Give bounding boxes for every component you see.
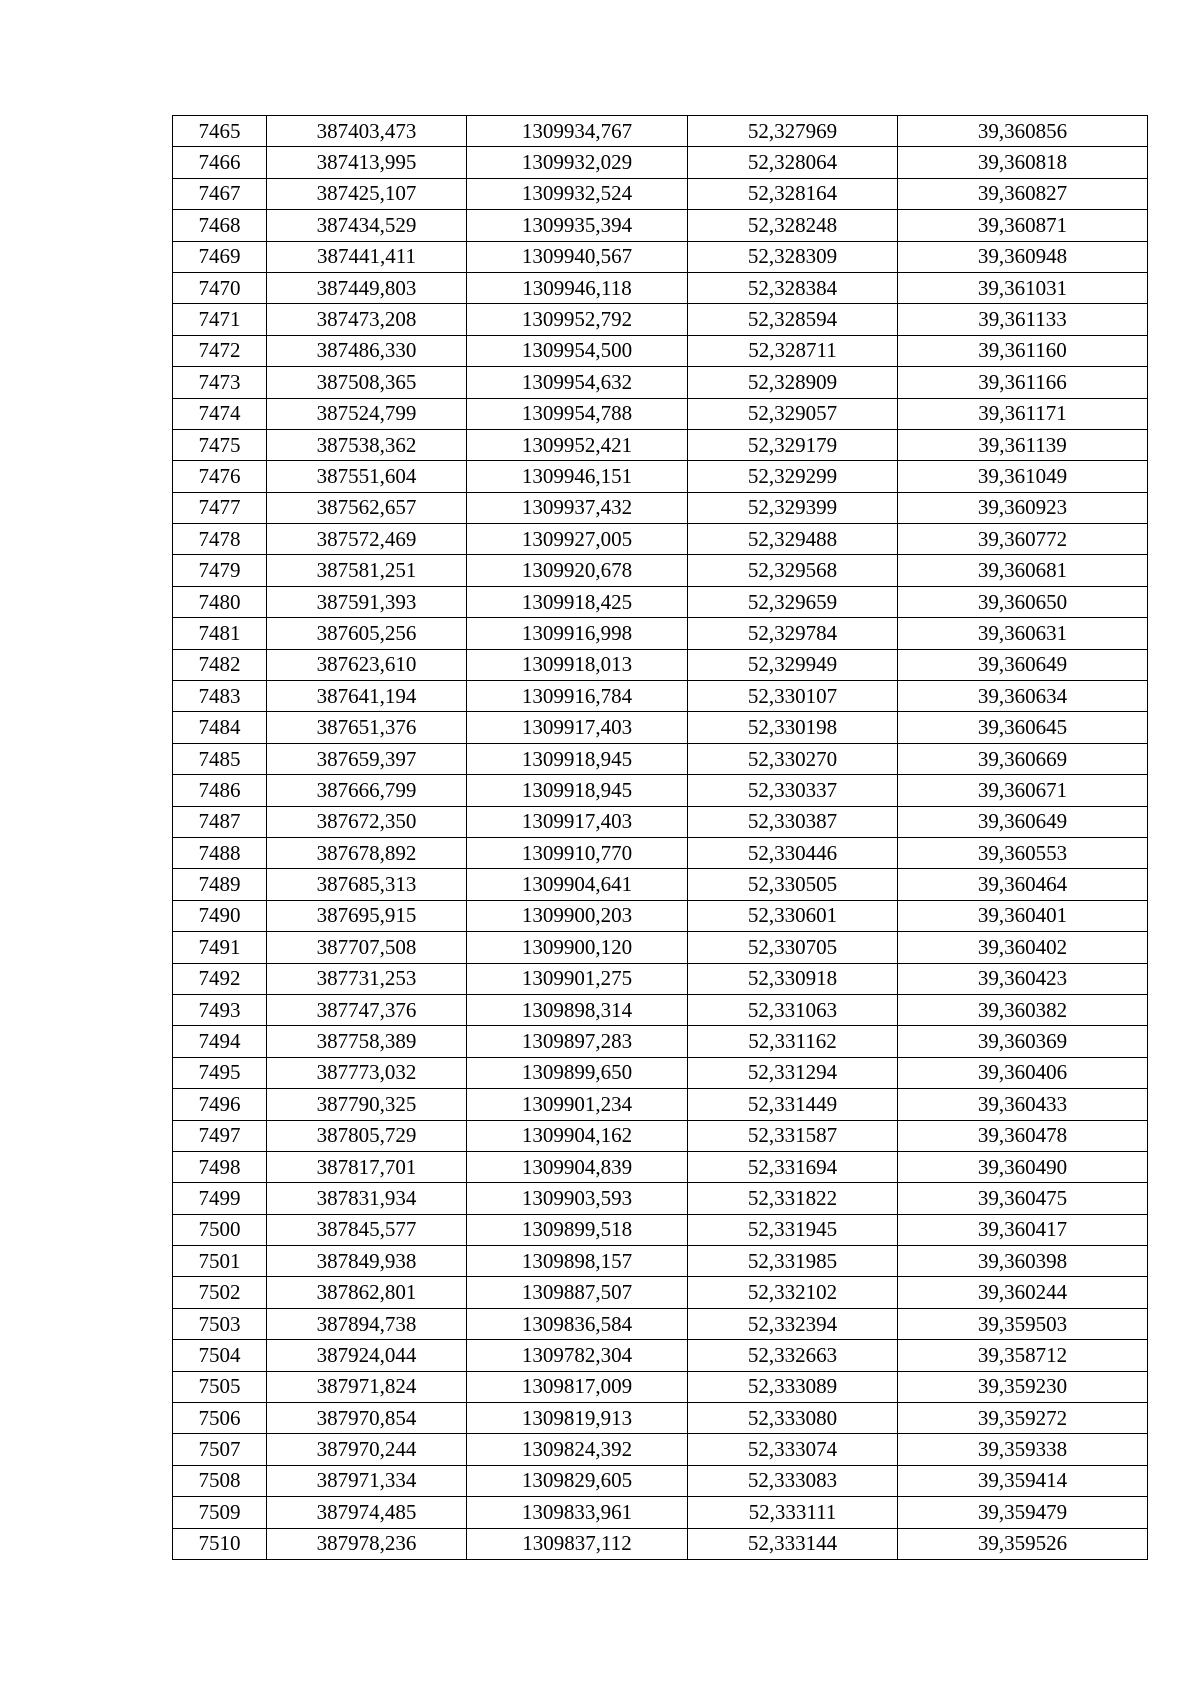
x-coordinate-cell: 387970,244 xyxy=(267,1434,467,1465)
table-row xyxy=(173,1308,1148,1339)
longitude-cell: 39,360645 xyxy=(898,712,1148,743)
x-coordinate-cell: 387572,469 xyxy=(267,524,467,555)
latitude-cell: 52,331694 xyxy=(688,1151,898,1182)
latitude-cell: 52,330387 xyxy=(688,806,898,837)
y-coordinate-cell: 1309903,593 xyxy=(467,1183,688,1214)
table-row xyxy=(173,963,1148,994)
latitude-cell: 52,333089 xyxy=(688,1371,898,1402)
latitude-cell: 52,329299 xyxy=(688,461,898,492)
point-number-cell: 7485 xyxy=(173,743,267,774)
table-row xyxy=(173,869,1148,900)
y-coordinate-cell: 1309901,234 xyxy=(467,1089,688,1120)
y-coordinate-cell: 1309934,767 xyxy=(467,116,688,147)
y-coordinate-cell: 1309824,392 xyxy=(467,1434,688,1465)
table-row xyxy=(173,837,1148,868)
y-coordinate-cell: 1309918,945 xyxy=(467,743,688,774)
x-coordinate-cell: 387473,208 xyxy=(267,304,467,335)
y-coordinate-cell: 1309899,518 xyxy=(467,1214,688,1245)
y-coordinate-cell: 1309918,425 xyxy=(467,586,688,617)
point-number-cell: 7500 xyxy=(173,1214,267,1245)
x-coordinate-cell: 387971,334 xyxy=(267,1465,467,1496)
x-coordinate-cell: 387845,577 xyxy=(267,1214,467,1245)
point-number-cell: 7503 xyxy=(173,1308,267,1339)
table-row xyxy=(173,681,1148,712)
longitude-cell: 39,359272 xyxy=(898,1403,1148,1434)
longitude-cell: 39,360433 xyxy=(898,1089,1148,1120)
point-number-cell: 7479 xyxy=(173,555,267,586)
y-coordinate-cell: 1309900,203 xyxy=(467,900,688,931)
latitude-cell: 52,333144 xyxy=(688,1528,898,1559)
latitude-cell: 52,331162 xyxy=(688,1026,898,1057)
point-number-cell: 7469 xyxy=(173,241,267,272)
longitude-cell: 39,360490 xyxy=(898,1151,1148,1182)
longitude-cell: 39,361166 xyxy=(898,367,1148,398)
longitude-cell: 39,360402 xyxy=(898,932,1148,963)
x-coordinate-cell: 387678,892 xyxy=(267,837,467,868)
y-coordinate-cell: 1309836,584 xyxy=(467,1308,688,1339)
y-coordinate-cell: 1309900,120 xyxy=(467,932,688,963)
x-coordinate-cell: 387672,350 xyxy=(267,806,467,837)
longitude-cell: 39,361049 xyxy=(898,461,1148,492)
longitude-cell: 39,360423 xyxy=(898,963,1148,994)
table-row xyxy=(173,1340,1148,1371)
y-coordinate-cell: 1309837,112 xyxy=(467,1528,688,1559)
y-coordinate-cell: 1309917,403 xyxy=(467,806,688,837)
x-coordinate-cell: 387773,032 xyxy=(267,1057,467,1088)
y-coordinate-cell: 1309946,118 xyxy=(467,272,688,303)
table-row xyxy=(173,743,1148,774)
point-number-cell: 7490 xyxy=(173,900,267,931)
table-row xyxy=(173,1057,1148,1088)
x-coordinate-cell: 387695,915 xyxy=(267,900,467,931)
x-coordinate-cell: 387441,411 xyxy=(267,241,467,272)
latitude-cell: 52,330107 xyxy=(688,681,898,712)
point-number-cell: 7477 xyxy=(173,492,267,523)
table-row xyxy=(173,1151,1148,1182)
y-coordinate-cell: 1309829,605 xyxy=(467,1465,688,1496)
x-coordinate-cell: 387508,365 xyxy=(267,367,467,398)
latitude-cell: 52,329568 xyxy=(688,555,898,586)
longitude-cell: 39,360772 xyxy=(898,524,1148,555)
table-row xyxy=(173,398,1148,429)
table-row xyxy=(173,586,1148,617)
point-number-cell: 7470 xyxy=(173,272,267,303)
x-coordinate-cell: 387894,738 xyxy=(267,1308,467,1339)
longitude-cell: 39,359338 xyxy=(898,1434,1148,1465)
x-coordinate-cell: 387425,107 xyxy=(267,178,467,209)
y-coordinate-cell: 1309898,157 xyxy=(467,1246,688,1277)
table-row xyxy=(173,712,1148,743)
longitude-cell: 39,360671 xyxy=(898,775,1148,806)
latitude-cell: 52,331294 xyxy=(688,1057,898,1088)
coordinates-table-body xyxy=(173,116,1148,1560)
y-coordinate-cell: 1309904,839 xyxy=(467,1151,688,1182)
latitude-cell: 52,331587 xyxy=(688,1120,898,1151)
y-coordinate-cell: 1309817,009 xyxy=(467,1371,688,1402)
table-row xyxy=(173,806,1148,837)
table-row xyxy=(173,1497,1148,1528)
latitude-cell: 52,333080 xyxy=(688,1403,898,1434)
x-coordinate-cell: 387581,251 xyxy=(267,555,467,586)
latitude-cell: 52,330198 xyxy=(688,712,898,743)
longitude-cell: 39,360923 xyxy=(898,492,1148,523)
latitude-cell: 52,328064 xyxy=(688,147,898,178)
table-row xyxy=(173,1528,1148,1559)
x-coordinate-cell: 387790,325 xyxy=(267,1089,467,1120)
latitude-cell: 52,330505 xyxy=(688,869,898,900)
point-number-cell: 7499 xyxy=(173,1183,267,1214)
longitude-cell: 39,360650 xyxy=(898,586,1148,617)
point-number-cell: 7504 xyxy=(173,1340,267,1371)
point-number-cell: 7487 xyxy=(173,806,267,837)
x-coordinate-cell: 387562,657 xyxy=(267,492,467,523)
latitude-cell: 52,330601 xyxy=(688,900,898,931)
latitude-cell: 52,328309 xyxy=(688,241,898,272)
x-coordinate-cell: 387449,803 xyxy=(267,272,467,303)
longitude-cell: 39,360818 xyxy=(898,147,1148,178)
point-number-cell: 7481 xyxy=(173,618,267,649)
y-coordinate-cell: 1309833,961 xyxy=(467,1497,688,1528)
table-row xyxy=(173,1403,1148,1434)
point-number-cell: 7497 xyxy=(173,1120,267,1151)
longitude-cell: 39,360478 xyxy=(898,1120,1148,1151)
latitude-cell: 52,332663 xyxy=(688,1340,898,1371)
latitude-cell: 52,330446 xyxy=(688,837,898,868)
table-row xyxy=(173,649,1148,680)
table-row xyxy=(173,272,1148,303)
longitude-cell: 39,360649 xyxy=(898,649,1148,680)
latitude-cell: 52,332394 xyxy=(688,1308,898,1339)
x-coordinate-cell: 387486,330 xyxy=(267,335,467,366)
y-coordinate-cell: 1309916,784 xyxy=(467,681,688,712)
longitude-cell: 39,361031 xyxy=(898,272,1148,303)
point-number-cell: 7493 xyxy=(173,994,267,1025)
longitude-cell: 39,360553 xyxy=(898,837,1148,868)
table-row xyxy=(173,1246,1148,1277)
y-coordinate-cell: 1309897,283 xyxy=(467,1026,688,1057)
y-coordinate-cell: 1309954,500 xyxy=(467,335,688,366)
point-number-cell: 7510 xyxy=(173,1528,267,1559)
y-coordinate-cell: 1309927,005 xyxy=(467,524,688,555)
point-number-cell: 7472 xyxy=(173,335,267,366)
table-row xyxy=(173,461,1148,492)
point-number-cell: 7465 xyxy=(173,116,267,147)
y-coordinate-cell: 1309819,913 xyxy=(467,1403,688,1434)
point-number-cell: 7492 xyxy=(173,963,267,994)
y-coordinate-cell: 1309918,013 xyxy=(467,649,688,680)
longitude-cell: 39,359230 xyxy=(898,1371,1148,1402)
point-number-cell: 7491 xyxy=(173,932,267,963)
longitude-cell: 39,360398 xyxy=(898,1246,1148,1277)
x-coordinate-cell: 387605,256 xyxy=(267,618,467,649)
y-coordinate-cell: 1309932,029 xyxy=(467,147,688,178)
x-coordinate-cell: 387747,376 xyxy=(267,994,467,1025)
x-coordinate-cell: 387551,604 xyxy=(267,461,467,492)
latitude-cell: 52,329784 xyxy=(688,618,898,649)
latitude-cell: 52,328384 xyxy=(688,272,898,303)
x-coordinate-cell: 387659,397 xyxy=(267,743,467,774)
longitude-cell: 39,361160 xyxy=(898,335,1148,366)
point-number-cell: 7484 xyxy=(173,712,267,743)
point-number-cell: 7482 xyxy=(173,649,267,680)
table-row xyxy=(173,492,1148,523)
latitude-cell: 52,331985 xyxy=(688,1246,898,1277)
table-row xyxy=(173,524,1148,555)
longitude-cell: 39,360464 xyxy=(898,869,1148,900)
table-row xyxy=(173,429,1148,460)
latitude-cell: 52,331063 xyxy=(688,994,898,1025)
x-coordinate-cell: 387970,854 xyxy=(267,1403,467,1434)
y-coordinate-cell: 1309940,567 xyxy=(467,241,688,272)
x-coordinate-cell: 387758,389 xyxy=(267,1026,467,1057)
y-coordinate-cell: 1309918,945 xyxy=(467,775,688,806)
longitude-cell: 39,360417 xyxy=(898,1214,1148,1245)
point-number-cell: 7473 xyxy=(173,367,267,398)
x-coordinate-cell: 387831,934 xyxy=(267,1183,467,1214)
point-number-cell: 7498 xyxy=(173,1151,267,1182)
point-number-cell: 7471 xyxy=(173,304,267,335)
table-row xyxy=(173,1371,1148,1402)
longitude-cell: 39,360244 xyxy=(898,1277,1148,1308)
x-coordinate-cell: 387862,801 xyxy=(267,1277,467,1308)
longitude-cell: 39,360948 xyxy=(898,241,1148,272)
longitude-cell: 39,359526 xyxy=(898,1528,1148,1559)
latitude-cell: 52,330918 xyxy=(688,963,898,994)
longitude-cell: 39,360856 xyxy=(898,116,1148,147)
x-coordinate-cell: 387849,938 xyxy=(267,1246,467,1277)
x-coordinate-cell: 387971,824 xyxy=(267,1371,467,1402)
y-coordinate-cell: 1309932,524 xyxy=(467,178,688,209)
x-coordinate-cell: 387666,799 xyxy=(267,775,467,806)
latitude-cell: 52,328248 xyxy=(688,210,898,241)
latitude-cell: 52,331822 xyxy=(688,1183,898,1214)
y-coordinate-cell: 1309952,421 xyxy=(467,429,688,460)
y-coordinate-cell: 1309898,314 xyxy=(467,994,688,1025)
point-number-cell: 7495 xyxy=(173,1057,267,1088)
x-coordinate-cell: 387403,473 xyxy=(267,116,467,147)
point-number-cell: 7502 xyxy=(173,1277,267,1308)
latitude-cell: 52,328164 xyxy=(688,178,898,209)
table-row xyxy=(173,335,1148,366)
point-number-cell: 7509 xyxy=(173,1497,267,1528)
longitude-cell: 39,360475 xyxy=(898,1183,1148,1214)
point-number-cell: 7488 xyxy=(173,837,267,868)
longitude-cell: 39,360631 xyxy=(898,618,1148,649)
table-row xyxy=(173,210,1148,241)
latitude-cell: 52,327969 xyxy=(688,116,898,147)
point-number-cell: 7466 xyxy=(173,147,267,178)
x-coordinate-cell: 387591,393 xyxy=(267,586,467,617)
table-row xyxy=(173,1465,1148,1496)
point-number-cell: 7489 xyxy=(173,869,267,900)
x-coordinate-cell: 387623,610 xyxy=(267,649,467,680)
longitude-cell: 39,360406 xyxy=(898,1057,1148,1088)
table-row xyxy=(173,304,1148,335)
latitude-cell: 52,330270 xyxy=(688,743,898,774)
x-coordinate-cell: 387538,362 xyxy=(267,429,467,460)
longitude-cell: 39,359503 xyxy=(898,1308,1148,1339)
x-coordinate-cell: 387651,376 xyxy=(267,712,467,743)
point-number-cell: 7506 xyxy=(173,1403,267,1434)
latitude-cell: 52,333083 xyxy=(688,1465,898,1496)
x-coordinate-cell: 387413,995 xyxy=(267,147,467,178)
table-row xyxy=(173,618,1148,649)
x-coordinate-cell: 387731,253 xyxy=(267,963,467,994)
x-coordinate-cell: 387805,729 xyxy=(267,1120,467,1151)
point-number-cell: 7494 xyxy=(173,1026,267,1057)
y-coordinate-cell: 1309952,792 xyxy=(467,304,688,335)
longitude-cell: 39,359414 xyxy=(898,1465,1148,1496)
longitude-cell: 39,358712 xyxy=(898,1340,1148,1371)
point-number-cell: 7501 xyxy=(173,1246,267,1277)
y-coordinate-cell: 1309904,162 xyxy=(467,1120,688,1151)
table-row xyxy=(173,367,1148,398)
y-coordinate-cell: 1309917,403 xyxy=(467,712,688,743)
point-number-cell: 7478 xyxy=(173,524,267,555)
y-coordinate-cell: 1309887,507 xyxy=(467,1277,688,1308)
table-row xyxy=(173,1120,1148,1151)
y-coordinate-cell: 1309782,304 xyxy=(467,1340,688,1371)
longitude-cell: 39,361171 xyxy=(898,398,1148,429)
table-row xyxy=(173,1183,1148,1214)
point-number-cell: 7474 xyxy=(173,398,267,429)
point-number-cell: 7475 xyxy=(173,429,267,460)
table-row xyxy=(173,178,1148,209)
longitude-cell: 39,359479 xyxy=(898,1497,1148,1528)
point-number-cell: 7496 xyxy=(173,1089,267,1120)
latitude-cell: 52,331945 xyxy=(688,1214,898,1245)
y-coordinate-cell: 1309935,394 xyxy=(467,210,688,241)
y-coordinate-cell: 1309904,641 xyxy=(467,869,688,900)
point-number-cell: 7508 xyxy=(173,1465,267,1496)
y-coordinate-cell: 1309901,275 xyxy=(467,963,688,994)
longitude-cell: 39,360649 xyxy=(898,806,1148,837)
point-number-cell: 7505 xyxy=(173,1371,267,1402)
longitude-cell: 39,360382 xyxy=(898,994,1148,1025)
latitude-cell: 52,333111 xyxy=(688,1497,898,1528)
longitude-cell: 39,361139 xyxy=(898,429,1148,460)
x-coordinate-cell: 387817,701 xyxy=(267,1151,467,1182)
latitude-cell: 52,332102 xyxy=(688,1277,898,1308)
longitude-cell: 39,360401 xyxy=(898,900,1148,931)
table-row xyxy=(173,1214,1148,1245)
latitude-cell: 52,330337 xyxy=(688,775,898,806)
table-row xyxy=(173,241,1148,272)
x-coordinate-cell: 387434,529 xyxy=(267,210,467,241)
table-row xyxy=(173,932,1148,963)
x-coordinate-cell: 387524,799 xyxy=(267,398,467,429)
longitude-cell: 39,360681 xyxy=(898,555,1148,586)
table-row xyxy=(173,1089,1148,1120)
point-number-cell: 7486 xyxy=(173,775,267,806)
table-row xyxy=(173,147,1148,178)
y-coordinate-cell: 1309916,998 xyxy=(467,618,688,649)
y-coordinate-cell: 1309920,678 xyxy=(467,555,688,586)
latitude-cell: 52,329659 xyxy=(688,586,898,617)
point-number-cell: 7483 xyxy=(173,681,267,712)
table-row xyxy=(173,900,1148,931)
latitude-cell: 52,329949 xyxy=(688,649,898,680)
latitude-cell: 52,328909 xyxy=(688,367,898,398)
x-coordinate-cell: 387974,485 xyxy=(267,1497,467,1528)
table-row xyxy=(173,994,1148,1025)
y-coordinate-cell: 1309899,650 xyxy=(467,1057,688,1088)
latitude-cell: 52,330705 xyxy=(688,932,898,963)
table-row xyxy=(173,1026,1148,1057)
y-coordinate-cell: 1309954,788 xyxy=(467,398,688,429)
y-coordinate-cell: 1309937,432 xyxy=(467,492,688,523)
point-number-cell: 7467 xyxy=(173,178,267,209)
point-number-cell: 7476 xyxy=(173,461,267,492)
latitude-cell: 52,331449 xyxy=(688,1089,898,1120)
latitude-cell: 52,333074 xyxy=(688,1434,898,1465)
x-coordinate-cell: 387924,044 xyxy=(267,1340,467,1371)
latitude-cell: 52,329057 xyxy=(688,398,898,429)
longitude-cell: 39,360369 xyxy=(898,1026,1148,1057)
latitude-cell: 52,329488 xyxy=(688,524,898,555)
longitude-cell: 39,360871 xyxy=(898,210,1148,241)
table-row xyxy=(173,775,1148,806)
table-row xyxy=(173,1277,1148,1308)
x-coordinate-cell: 387685,313 xyxy=(267,869,467,900)
table-row xyxy=(173,555,1148,586)
longitude-cell: 39,360827 xyxy=(898,178,1148,209)
point-number-cell: 7468 xyxy=(173,210,267,241)
x-coordinate-cell: 387707,508 xyxy=(267,932,467,963)
table-row xyxy=(173,1434,1148,1465)
point-number-cell: 7480 xyxy=(173,586,267,617)
y-coordinate-cell: 1309946,151 xyxy=(467,461,688,492)
point-number-cell: 7507 xyxy=(173,1434,267,1465)
y-coordinate-cell: 1309910,770 xyxy=(467,837,688,868)
latitude-cell: 52,329179 xyxy=(688,429,898,460)
coordinates-table xyxy=(172,115,1148,1560)
longitude-cell: 39,360669 xyxy=(898,743,1148,774)
longitude-cell: 39,360634 xyxy=(898,681,1148,712)
latitude-cell: 52,329399 xyxy=(688,492,898,523)
latitude-cell: 52,328711 xyxy=(688,335,898,366)
y-coordinate-cell: 1309954,632 xyxy=(467,367,688,398)
table-row xyxy=(173,116,1148,147)
x-coordinate-cell: 387978,236 xyxy=(267,1528,467,1559)
longitude-cell: 39,361133 xyxy=(898,304,1148,335)
x-coordinate-cell: 387641,194 xyxy=(267,681,467,712)
latitude-cell: 52,328594 xyxy=(688,304,898,335)
